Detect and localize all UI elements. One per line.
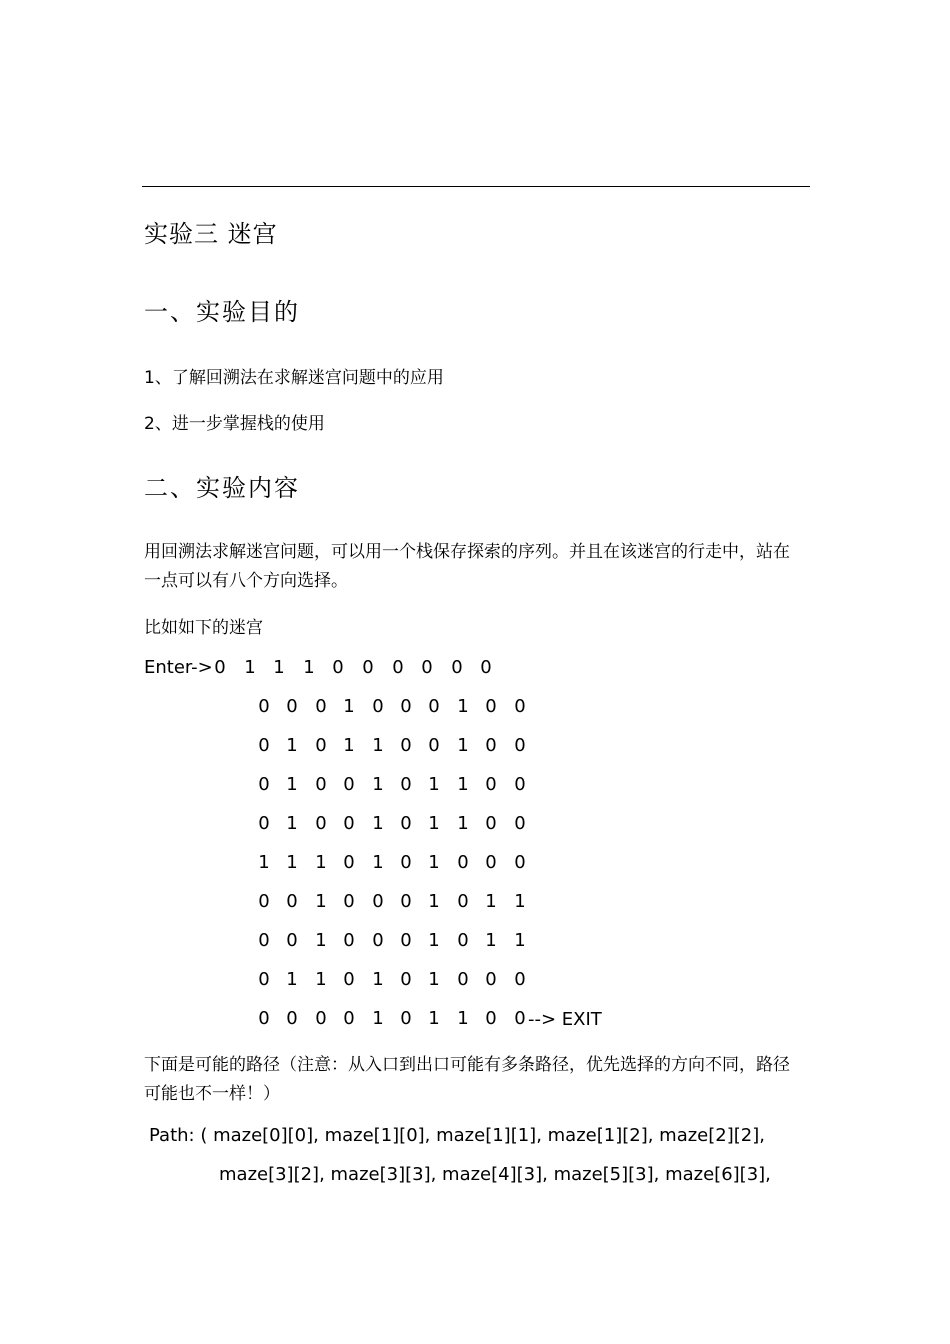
document-title: 实验三 迷宫 (144, 220, 278, 248)
maze-cell: 0 (514, 735, 526, 756)
maze-cell: 0 (315, 696, 327, 717)
content-paragraph: 用回溯法求解迷宫问题，可以用一个栈保存探索的序列。并且在该迷宫的行走中，站在一点可以有八个方向选择。 (144, 542, 790, 591)
maze-cell: 1 (514, 930, 526, 951)
maze-cell: 0 (362, 657, 374, 678)
maze-cell: 0 (485, 969, 497, 990)
maze-cell: 0 (286, 891, 298, 912)
maze-cell: 1 (343, 735, 355, 756)
maze-cell: 0 (514, 1008, 526, 1029)
maze-cell: 0 (332, 657, 344, 678)
maze-cell: 0 (421, 657, 433, 678)
maze-cell: 0 (400, 774, 412, 795)
maze-cell: 1 (303, 657, 315, 678)
maze-cell: 0 (343, 930, 355, 951)
maze-cell: 0 (480, 657, 492, 678)
maze-cell: 0 (485, 735, 497, 756)
maze-cell: 0 (428, 735, 440, 756)
path-note: 下面是可能的路径（注意：从入口到出口可能有多条路径，优先选择的方向不同，路径可能也不一样！） (144, 1055, 790, 1104)
maze-cell: 1 (428, 852, 440, 873)
maze-cell: 0 (457, 852, 469, 873)
maze-cell: 1 (428, 1008, 440, 1029)
maze-cell: 1 (457, 735, 469, 756)
maze-cell: 1 (315, 852, 327, 873)
maze-cell: 1 (428, 969, 440, 990)
maze-cell: 0 (343, 774, 355, 795)
maze-cell: 1 (343, 696, 355, 717)
example-label: 比如如下的迷宫 (144, 618, 263, 638)
maze-cell: 0 (514, 696, 526, 717)
maze-cell: 1 (372, 1008, 384, 1029)
maze-cell: 1 (372, 735, 384, 756)
maze-cell: 1 (286, 813, 298, 834)
maze-cell: 1 (428, 774, 440, 795)
maze-cell: 0 (428, 696, 440, 717)
maze-cell: 0 (286, 696, 298, 717)
maze-exit-label: --> EXIT (528, 1009, 602, 1030)
path-line-1: Path: ( maze[0][0], maze[1][0], maze[1][1], maze[1][2], maze[2][2], (149, 1125, 765, 1146)
maze-cell: 0 (485, 813, 497, 834)
maze-cell: 0 (315, 774, 327, 795)
maze-cell: 0 (400, 969, 412, 990)
maze-cell: 0 (372, 930, 384, 951)
maze-cell: 0 (343, 813, 355, 834)
maze-cell: 0 (315, 813, 327, 834)
maze-cell: 0 (457, 969, 469, 990)
maze-cell: 0 (343, 891, 355, 912)
maze-cell: 0 (372, 696, 384, 717)
maze-cell: 0 (451, 657, 463, 678)
maze-cell: 1 (286, 852, 298, 873)
maze-cell: 1 (315, 891, 327, 912)
header-rule (142, 186, 810, 187)
maze-cell: 0 (400, 852, 412, 873)
maze-cell: 0 (343, 969, 355, 990)
maze-cell: 0 (392, 657, 404, 678)
maze-cell: 1 (485, 930, 497, 951)
maze-cell: 0 (343, 852, 355, 873)
maze-cell: 1 (372, 774, 384, 795)
maze-cell: 0 (485, 774, 497, 795)
purpose-item-2: 2、进一步掌握栈的使用 (144, 414, 325, 434)
maze-cell: 0 (258, 969, 270, 990)
maze-cell: 0 (286, 1008, 298, 1029)
maze-cell: 0 (258, 891, 270, 912)
maze-cell: 0 (258, 813, 270, 834)
maze-cell: 0 (457, 891, 469, 912)
maze-cell: 1 (457, 774, 469, 795)
path-line-2: maze[3][2], maze[3][3], maze[4][3], maze[5][3], maze[6][3], (219, 1164, 771, 1185)
maze-cell: 1 (485, 891, 497, 912)
maze-cell: 0 (485, 696, 497, 717)
maze-cell: 1 (273, 657, 285, 678)
maze-cell: 1 (372, 852, 384, 873)
maze-cell: 0 (514, 813, 526, 834)
maze-cell: 0 (400, 930, 412, 951)
maze-cell: 0 (400, 1008, 412, 1029)
maze-cell: 1 (258, 852, 270, 873)
purpose-item-1: 1、了解回溯法在求解迷宫问题中的应用 (144, 368, 444, 388)
maze-cell: 1 (372, 969, 384, 990)
section-heading-purpose: 一、实验目的 (144, 298, 300, 326)
maze-cell: 0 (258, 930, 270, 951)
maze-cell: 0 (258, 735, 270, 756)
maze-cell: 1 (315, 969, 327, 990)
maze-cell: 0 (514, 852, 526, 873)
maze-cell: 0 (485, 1008, 497, 1029)
maze-cell: 0 (457, 930, 469, 951)
maze-cell: 0 (258, 696, 270, 717)
maze-cell: 0 (343, 1008, 355, 1029)
maze-cell: 1 (457, 696, 469, 717)
maze-cell: 0 (485, 852, 497, 873)
maze-cell: 1 (514, 891, 526, 912)
maze-cell: 1 (286, 774, 298, 795)
maze-cell: 1 (457, 1008, 469, 1029)
section-heading-content: 二、实验内容 (144, 474, 300, 502)
maze-cell: 1 (428, 891, 440, 912)
maze-cell: 1 (244, 657, 256, 678)
maze-cell: 0 (400, 696, 412, 717)
maze-cell: 1 (428, 930, 440, 951)
maze-cell: 0 (400, 891, 412, 912)
maze-cell: 0 (214, 657, 226, 678)
maze-cell: 1 (286, 969, 298, 990)
maze-cell: 0 (400, 813, 412, 834)
maze-cell: 1 (457, 813, 469, 834)
maze-cell: 1 (428, 813, 440, 834)
maze-cell: 0 (514, 774, 526, 795)
maze-cell: 1 (372, 813, 384, 834)
maze-cell: 0 (514, 969, 526, 990)
maze-cell: 0 (258, 774, 270, 795)
maze-cell: 0 (315, 1008, 327, 1029)
maze-cell: 0 (258, 1008, 270, 1029)
maze-cell: 0 (286, 930, 298, 951)
maze-enter-label: Enter-> (144, 657, 213, 678)
maze-cell: 1 (315, 930, 327, 951)
maze-cell: 0 (372, 891, 384, 912)
maze-cell: 0 (315, 735, 327, 756)
maze-cell: 0 (400, 735, 412, 756)
maze-cell: 1 (286, 735, 298, 756)
